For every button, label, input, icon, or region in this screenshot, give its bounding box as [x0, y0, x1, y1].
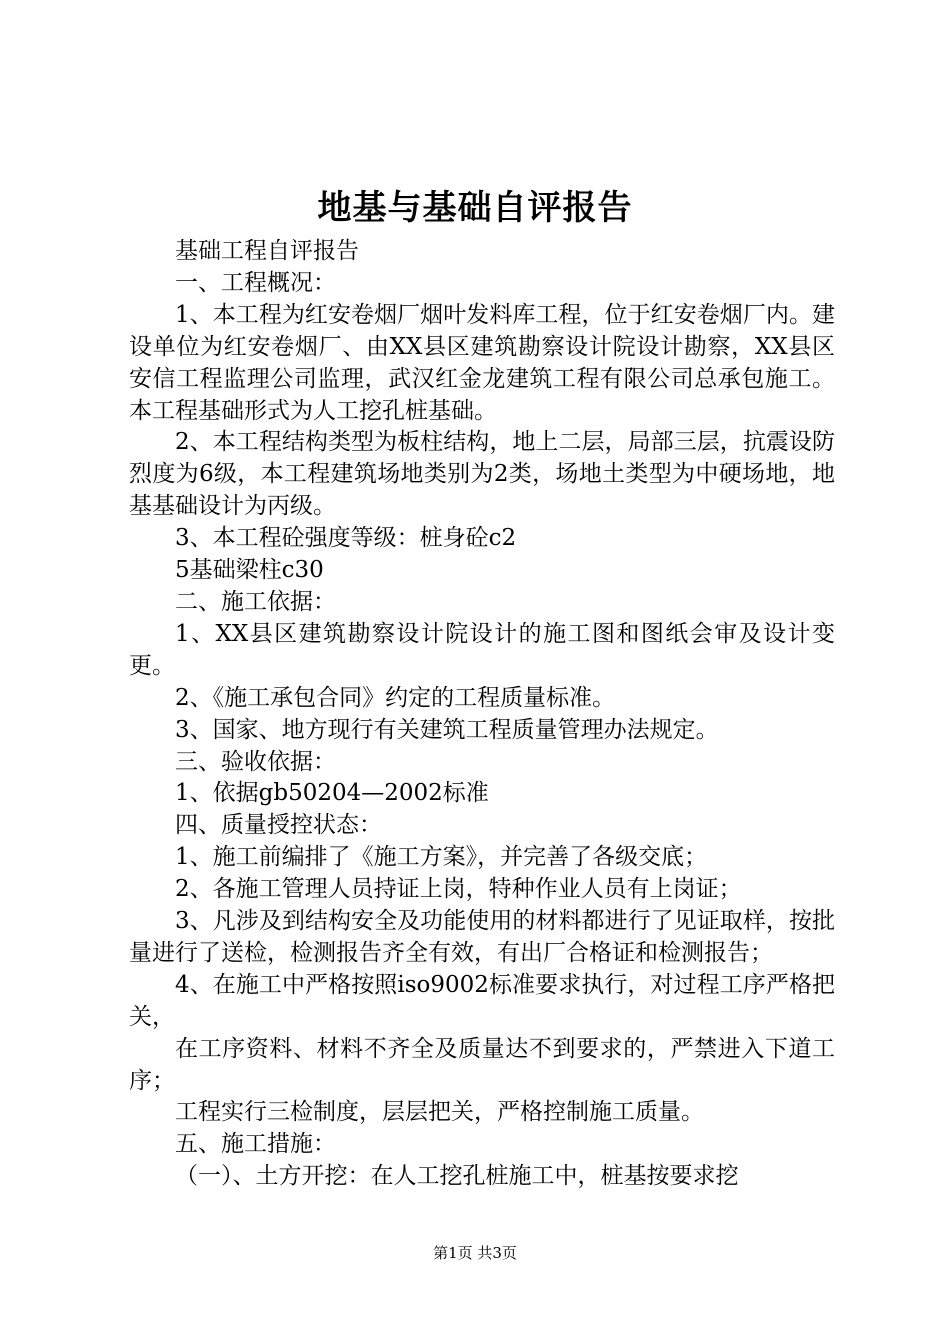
paragraph: 2、本工程结构类型为板柱结构，地上二层，局部三层，抗震设防烈度为6级，本工程建筑场地类别为2类，场地土类型为中硬场地，地基基础设计为丙级。 [129, 429, 835, 520]
paragraph: 4、在施工中严格按照iso9002标准要求执行，对过程工序严格把关， [129, 971, 835, 1030]
paragraph: 1、依据gb50204—2002标准 [175, 780, 489, 807]
document-body [129, 236, 835, 1193]
section-heading: 三、验收依据： [175, 748, 336, 775]
paragraph: 3、本工程砼强度等级：桩身砼c2 [175, 525, 517, 552]
section-heading: 四、质量授控状态： [175, 812, 382, 839]
section-heading: 一、工程概况： [175, 269, 336, 296]
paragraph: 1、施工前编排了《施工方案》，并完善了各级交底； [175, 844, 708, 871]
paragraph: 3、国家、地方现行有关建筑工程质量管理办法规定。 [175, 716, 719, 743]
paragraph: 5基础梁柱c30 [175, 557, 324, 584]
section-heading: 二、施工依据： [175, 588, 336, 615]
section-heading: 五、施工措施： [175, 1131, 336, 1158]
page-footer: 第1页 共3页 [433, 1244, 517, 1262]
paragraph: 在工序资料、材料不齐全及质量达不到要求的，严禁进入下道工序； [129, 1035, 835, 1094]
paragraph: 2、各施工管理人员持证上岗，特种作业人员有上岗证； [175, 876, 742, 903]
paragraph: 3、凡涉及到结构安全及功能使用的材料都进行了见证取样，按批量进行了送检，检测报告齐全有效，有出厂合格证和检测报告； [129, 908, 835, 966]
paragraph: 2、《施工承包合同》约定的工程质量标准。 [175, 684, 616, 711]
document-title: 地基与基础自评报告 [317, 188, 633, 228]
paragraph: 工程实行三检制度，层层把关，严格控制施工质量。 [175, 1099, 704, 1126]
paragraph: 1、XX县区建筑勘察设计院设计的施工图和图纸会审及设计变更。 [129, 620, 835, 679]
paragraph: （一）、土方开挖：在人工挖孔桩施工中，桩基按要求挖 [175, 1163, 739, 1190]
paragraph: 1、本工程为红安卷烟厂烟叶发料库工程，位于红安卷烟厂内。建设单位为红安卷烟厂、由XX县区建筑勘察设计院设计勘察，XX县区安信工程监理公司监理，武汉红金龙建筑工程有限公司总承包施工。本工程基础形式为人工挖孔桩基础。 [129, 301, 835, 424]
paragraph: 基础工程自评报告 [175, 238, 359, 264]
